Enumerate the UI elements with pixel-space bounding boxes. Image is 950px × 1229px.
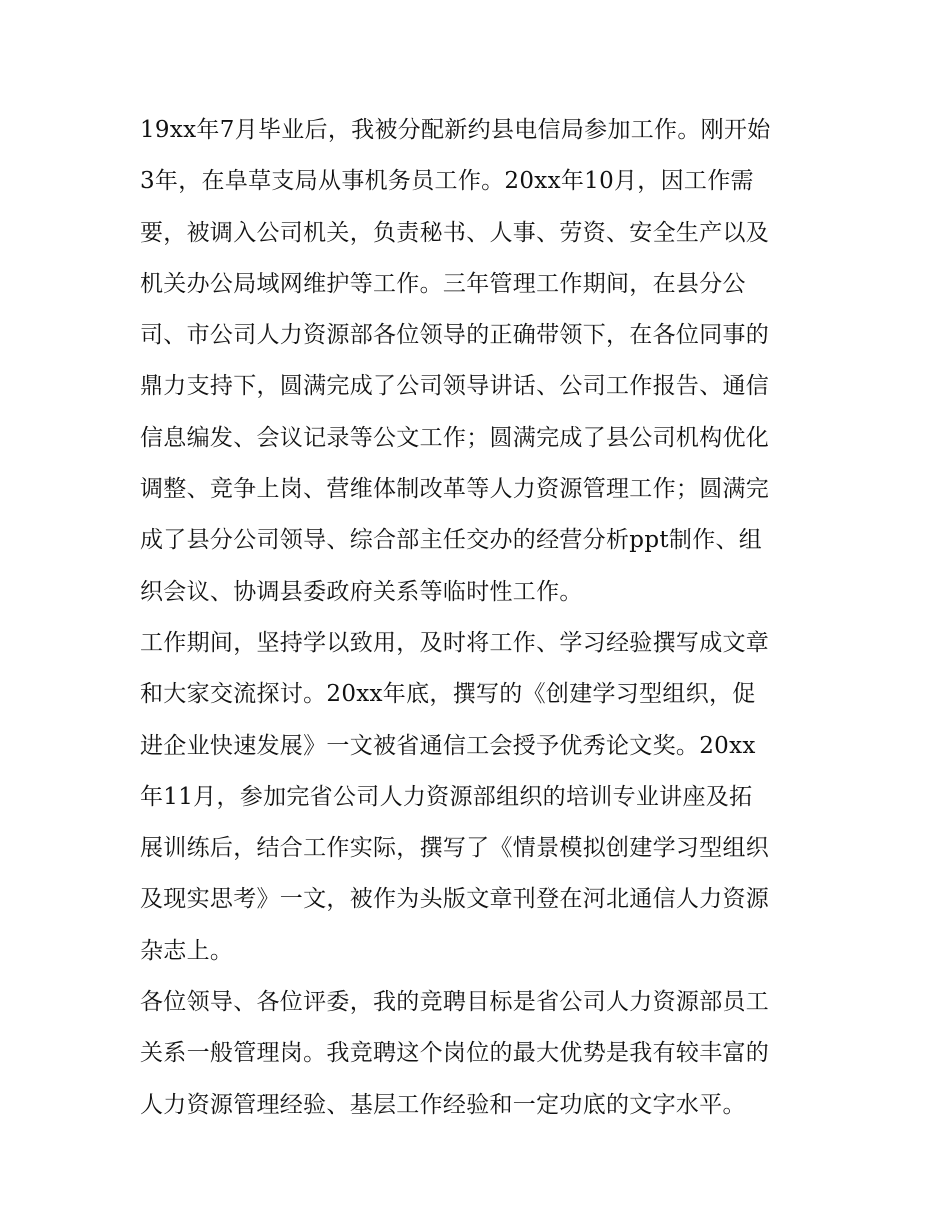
text-line: 信息编发、会议记录等公文工作；圆满完成了县公司机构优化 xyxy=(140,424,770,451)
text-line: 鼎力支持下，圆满完成了公司领导讲话、公司工作报告、通信 xyxy=(140,373,770,400)
text-line: 3年，在阜草支局从事机务员工作。20xx年10月，因工作需 xyxy=(140,168,754,195)
text-line: 要，被调入公司机关，负责秘书、人事、劳资、安全生产以及 xyxy=(140,219,770,246)
text-line: 成了县分公司领导、综合部主任交办的经营分析ppt制作、组 xyxy=(140,527,763,554)
text-line: 司、市公司人力资源部各位领导的正确带领下，在各位同事的 xyxy=(140,322,770,349)
text-line: 和大家交流探讨。20xx年底，撰写的《创建学习型组织，促 xyxy=(140,681,756,708)
text-line: 工作期间，坚持学以致用，及时将工作、学习经验撰写成文章 xyxy=(140,629,770,656)
text-line: 各位领导、各位评委，我的竞聘目标是省公司人力资源部员工 xyxy=(140,989,770,1016)
text-line: 关系一般管理岗。我竞聘这个岗位的最大优势是我有较丰富的 xyxy=(140,1040,770,1067)
text-line: 机关办公局域网维护等工作。三年管理工作期间，在县分公 xyxy=(140,270,746,297)
text-line: 19xx年7月毕业后，我被分配新约县电信局参加工作。刚开始 xyxy=(140,117,771,143)
text-line: 年11月，参加完省公司人力资源部组织的培训专业讲座及拓 xyxy=(140,783,753,810)
text-line: 人力资源管理经验、基层工作经验和一定功底的文字水平。 xyxy=(140,1091,746,1118)
text-line: 进企业快速发展》一文被省通信工会授予优秀论文奖。20xx xyxy=(140,732,756,759)
document-body xyxy=(140,105,820,1131)
text-line: 杂志上。 xyxy=(140,937,234,964)
text-line: 调整、竞争上岗、营维体制改革等人力资源管理工作；圆满完 xyxy=(140,476,770,503)
text-line: 及现实思考》一文，被作为头版文章刊登在河北通信人力资源 xyxy=(140,886,770,913)
text-line: 织会议、协调县委政府关系等临时性工作。 xyxy=(140,578,583,605)
text-line: 展训练后，结合工作实际，撰写了《情景模拟创建学习型组织 xyxy=(140,835,770,862)
